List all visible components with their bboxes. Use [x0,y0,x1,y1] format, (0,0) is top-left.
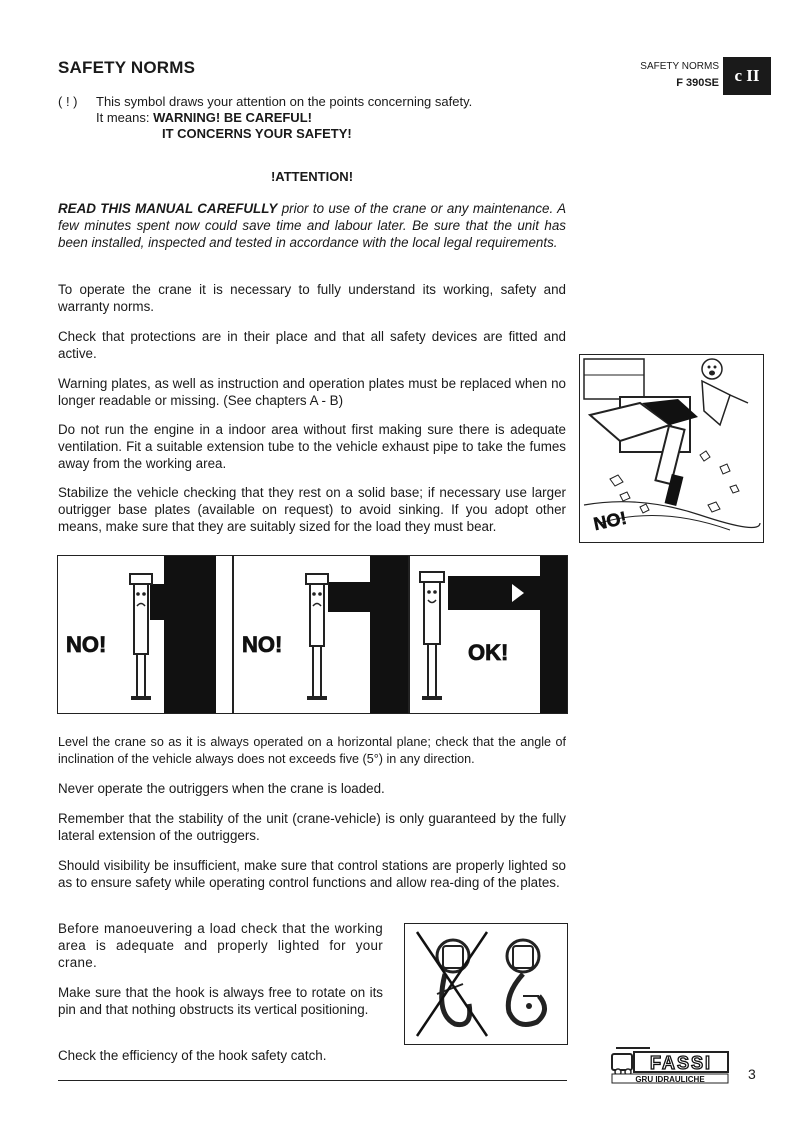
warning-symbol: ( ! ) [58,94,78,109]
logo-subtitle: GRU IDRAULICHE [635,1075,705,1084]
read-manual-rest: prior to use of the crane or any maintenance. A few minutes spent now could save time and labour later. Be sure that the unit has been installed, inspected and tested in accordance with the local legal requirements. [58,201,566,250]
paragraph-level: Level the crane so as it is always operated on a horizontal plane; check that the angle of inclination of the vehicle always does not exceeds five (5°) in any direction. [58,735,566,766]
read-manual-paragraph [58,200,566,251]
warning-line-2: IT CONCERNS YOUR SAFETY! [162,126,352,141]
outrigger-panel-2 [233,555,409,714]
page-title: SAFETY NORMS [58,58,196,77]
fassi-logo [610,1044,730,1084]
paragraph-safety-catch: Check the efficiency of the hook safety catch. [58,1048,327,1063]
sinking-outrigger-drawing [580,355,763,542]
chapter-badge: c II [723,57,771,95]
paragraph-stability: Remember that the stability of the unit (crane-vehicle) is only guaranteed by the fully lateral extension of the outriggers. [58,811,566,843]
warning-line-1: WARNING! BE CAREFUL! [153,110,312,125]
paragraph-working-area: Before manoeuvering a load check that the working area is adequate and properly lighted for your crane. [58,921,383,970]
read-manual-bold: READ THIS MANUAL CAREFULLY [58,201,278,216]
outrigger-panel-3 [409,555,568,714]
page-number: 3 [748,1066,756,1082]
hook-wrong-drawing [417,932,487,1036]
section-header [621,57,771,95]
hook-illustration [404,923,568,1045]
means-label: It means: [96,110,150,125]
paragraph-plates: Warning plates, as well as instruction and operation plates must be replaced when no longer readable or missing. (See chapters A - B) [58,376,566,408]
symbol-note [58,94,473,141]
paragraph-protections: Check that protections are in their place and that all safety devices are fitted and active. [58,329,566,361]
paragraph-stabilize: Stabilize the vehicle checking that they rest on a solid base; if necessary use larger outrigger base plates (available on request) to avoid sinking. If you adopt other means, make sure that they are suitably sized for the load they must bear. [58,485,566,534]
attention-heading: !ATTENTION! [270,169,354,184]
sinking-outrigger-illustration [579,354,764,543]
paragraph-hook-rotate: Make sure that the hook is always free to rotate on its pin and that nothing obstructs its vertical positioning. [58,985,383,1017]
paragraph-ventilation: Do not run the engine in a indoor area without first making sure there is adequate ventilation. Fit a suitable extension tube to the vehicle exhaust pipe to take the fumes away from the working area. [58,422,566,471]
logo-name: FASSI [649,1053,713,1073]
paragraph-visibility: Should visibility be insufficient, make sure that control stations are properly lighted so as to ensure safety while operating control functions and allow rea-ding of the plates. [58,858,566,890]
symbol-description: This symbol draws your attention on the points concerning safety. [96,94,473,109]
outrigger-panel-1 [57,555,233,714]
model-label: F 390SE [676,77,719,89]
panel-2-label: NO! [242,632,283,657]
paragraph-outriggers-loaded: Never operate the outriggers when the crane is loaded. [58,781,385,796]
section-label: SAFETY NORMS [640,61,719,72]
footer-rule [58,1080,567,1081]
panel-3-label: OK! [468,640,509,665]
hook-correct-drawing [507,940,545,1024]
panel-1-label: NO! [66,632,107,657]
paragraph-understand: To operate the crane it is necessary to fully understand its working, safety and warranty norms. [58,282,566,314]
sinking-no-label: NO! [591,507,629,535]
